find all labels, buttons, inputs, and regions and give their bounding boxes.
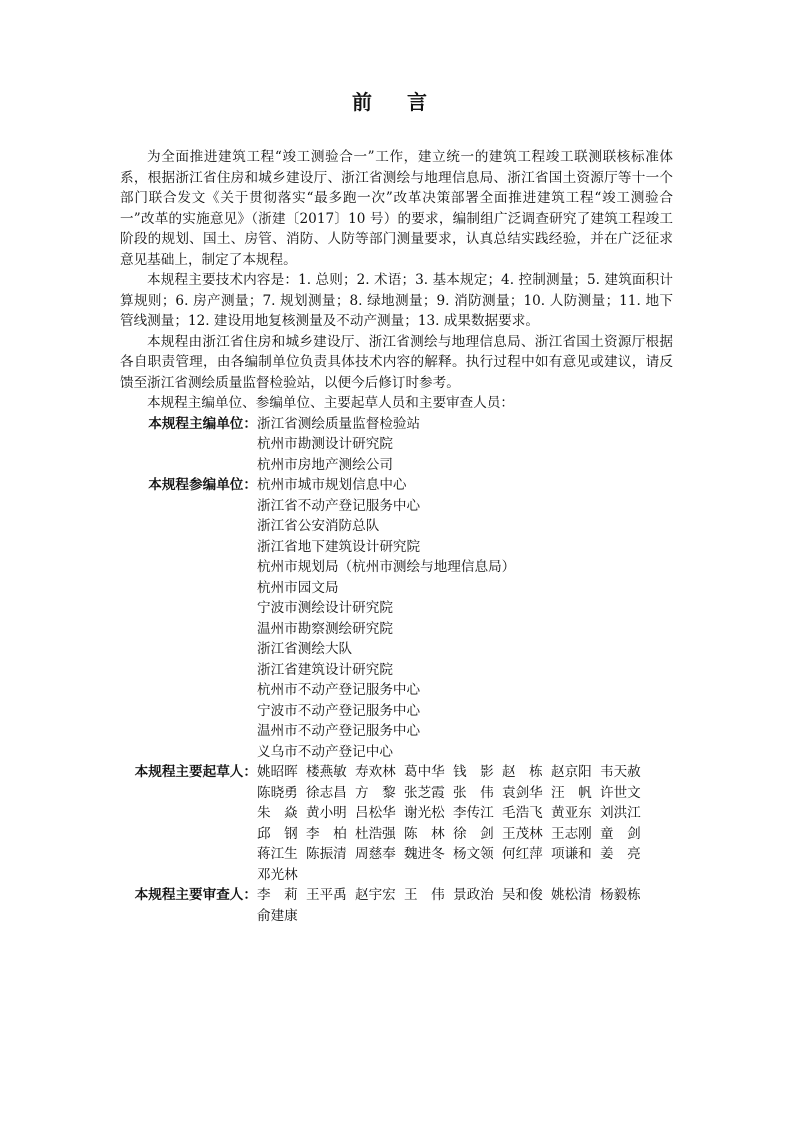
chief-unit: 浙江省测绘质量监督检验站 bbox=[257, 415, 421, 432]
participating-unit: 浙江省建筑设计研究院 bbox=[257, 661, 393, 678]
drafter-name: 邱 钢 bbox=[257, 825, 298, 842]
chief-units-section bbox=[120, 414, 673, 476]
reviewer-name: 李 莉 bbox=[257, 887, 298, 903]
participating-unit: 杭州市园文局 bbox=[257, 579, 339, 596]
drafter-name: 邓光林 bbox=[257, 866, 298, 883]
drafter-name: 刘洪江 bbox=[600, 805, 641, 821]
reviewers-list bbox=[257, 885, 649, 926]
drafter-name: 魏进冬 bbox=[404, 846, 445, 862]
participating-unit: 浙江省测绘大队 bbox=[257, 641, 353, 657]
drafter-name: 朱 焱 bbox=[257, 805, 298, 821]
participating-units-label: 本规程参编单位： bbox=[148, 477, 257, 493]
participating-unit: 浙江省公安消防总队 bbox=[257, 518, 380, 534]
drafter-name: 张芝霞 bbox=[404, 784, 445, 801]
paragraph-intro: 为全面推进建筑工程“竣工测验合一”工作，建立统一的建筑工程竣工联测联核标准体系，根据浙江省住房和城乡建设厅、浙江省测绘与地理信息局、浙江省国土资源厅等十一个部门联合发文《关于贯彻落实“最多跑一次”改革决策部署全面推进建筑工程“竣工测验合一”改革的实施意见》（浙建〔2017〕10 号）的要求，编制组广泛调查研究了建筑工程竣工阶段的规划、国土、房管、消防、人防等部门测量要求，认真总结实践经验，并在广泛征求意见基础上，制定了本规程。 bbox=[120, 149, 673, 268]
reviewer-name: 姚松清 bbox=[551, 887, 592, 903]
paragraph-units-intro: 本规程主编单位、参编单位、主要起草人员和主要审查人员： bbox=[147, 395, 515, 411]
drafter-name: 谢光松 bbox=[404, 805, 445, 821]
drafter-name: 杨文领 bbox=[453, 846, 494, 862]
participating-unit: 杭州市不动产登记服务中心 bbox=[257, 682, 421, 698]
drafter-name: 何红萍 bbox=[502, 846, 543, 862]
drafter-name: 周慈奉 bbox=[355, 846, 396, 862]
drafter-name: 张 伟 bbox=[453, 784, 494, 801]
drafters-section bbox=[120, 762, 673, 885]
participating-units-section bbox=[120, 475, 673, 762]
chief-units-list bbox=[257, 414, 673, 476]
drafter-name: 童 剑 bbox=[600, 825, 641, 842]
drafter-name: 韦天赦 bbox=[600, 764, 641, 780]
reviewer-name: 吴和俊 bbox=[502, 887, 543, 903]
drafter-name: 徐 剑 bbox=[453, 825, 494, 842]
drafter-name: 王茂林 bbox=[502, 825, 543, 842]
participating-unit: 浙江省地下建筑设计研究院 bbox=[257, 538, 421, 555]
drafter-name: 葛中华 bbox=[404, 764, 445, 780]
participating-units-list bbox=[257, 475, 673, 762]
page-title: 前 言 bbox=[352, 90, 441, 114]
participating-unit: 温州市不动产登记服务中心 bbox=[257, 723, 421, 739]
drafter-name: 袁剑华 bbox=[502, 784, 543, 801]
drafter-name: 黄小明 bbox=[306, 805, 347, 821]
drafter-name: 赵京阳 bbox=[551, 764, 592, 780]
drafter-name: 李传江 bbox=[453, 805, 494, 821]
drafter-name: 徐志昌 bbox=[306, 784, 347, 801]
reviewer-name: 俞建康 bbox=[257, 907, 298, 924]
drafter-name: 李 柏 bbox=[306, 825, 347, 842]
drafter-name: 陈 林 bbox=[404, 825, 445, 842]
drafter-name: 楼燕敏 bbox=[306, 764, 347, 780]
drafter-name: 赵 栋 bbox=[502, 764, 543, 780]
drafter-name: 钱 影 bbox=[453, 764, 494, 780]
drafter-name: 汪 帆 bbox=[551, 784, 592, 801]
participating-unit: 杭州市城市规划信息中心 bbox=[257, 477, 407, 493]
reviewer-name: 景政治 bbox=[453, 887, 494, 903]
participating-unit: 温州市勘察测绘研究院 bbox=[257, 620, 393, 637]
participating-unit: 宁波市不动产登记服务中心 bbox=[257, 702, 421, 719]
drafter-name: 蒋江生 bbox=[257, 846, 298, 862]
drafter-name: 吕松华 bbox=[355, 805, 396, 821]
participating-unit: 浙江省不动产登记服务中心 bbox=[257, 497, 421, 514]
reviewer-name: 王 伟 bbox=[404, 887, 445, 903]
reviewer-name: 杨毅栋 bbox=[600, 887, 641, 903]
participating-unit: 宁波市测绘设计研究院 bbox=[257, 600, 393, 616]
reviewer-name: 赵宇宏 bbox=[355, 887, 396, 903]
participating-unit: 义乌市不动产登记中心 bbox=[257, 743, 393, 760]
drafter-name: 许世文 bbox=[600, 784, 641, 801]
drafter-name: 方 黎 bbox=[355, 784, 396, 801]
drafter-name: 黄亚东 bbox=[551, 805, 592, 821]
reviewers-label: 本规程主要审查人： bbox=[134, 887, 257, 903]
chief-unit: 杭州市房地产测绘公司 bbox=[257, 456, 393, 473]
drafter-name: 姚昭晖 bbox=[257, 764, 298, 780]
drafter-name: 寿欢林 bbox=[355, 764, 396, 780]
drafters-label: 本规程主要起草人： bbox=[134, 764, 257, 780]
paragraph-contents: 本规程主要技术内容是：1. 总则；2. 术语；3. 基本规定；4. 控制测量；5. 建筑面积计算规则；6. 房产测量；7. 规划测量；8. 绿地测量；9. 消防测量；10. 人防测量；11. 地下管线测量；12. 建设用地复核测量及不动产测量；13. 成果数据要求。 bbox=[120, 272, 673, 329]
chief-units-label: 本规程主编单位： bbox=[148, 415, 257, 432]
preface-body bbox=[120, 147, 673, 926]
drafter-name: 陈振清 bbox=[306, 846, 347, 862]
drafter-name: 王志刚 bbox=[551, 825, 592, 842]
drafter-name: 陈晓勇 bbox=[257, 784, 298, 801]
drafter-name: 项谦和 bbox=[551, 846, 592, 862]
participating-unit: 杭州市规划局（杭州市测绘与地理信息局） bbox=[257, 559, 516, 575]
drafter-name: 姜 亮 bbox=[600, 846, 641, 862]
reviewer-name: 王平禹 bbox=[306, 887, 347, 903]
chief-unit: 杭州市勘测设计研究院 bbox=[257, 436, 393, 452]
drafter-name: 毛浩飞 bbox=[502, 805, 543, 821]
drafter-name: 杜浩强 bbox=[355, 825, 396, 842]
paragraph-management: 本规程由浙江省住房和城乡建设厅、浙江省测绘与地理信息局、浙江省国土资源厅根据各自职责管理，由各编制单位负责具体技术内容的解释。执行过程中如有意见或建议，请反馈至浙江省测绘质量监督检验站，以便今后修订时参考。 bbox=[120, 333, 673, 391]
drafters-list bbox=[257, 762, 649, 885]
reviewers-section bbox=[120, 885, 673, 926]
